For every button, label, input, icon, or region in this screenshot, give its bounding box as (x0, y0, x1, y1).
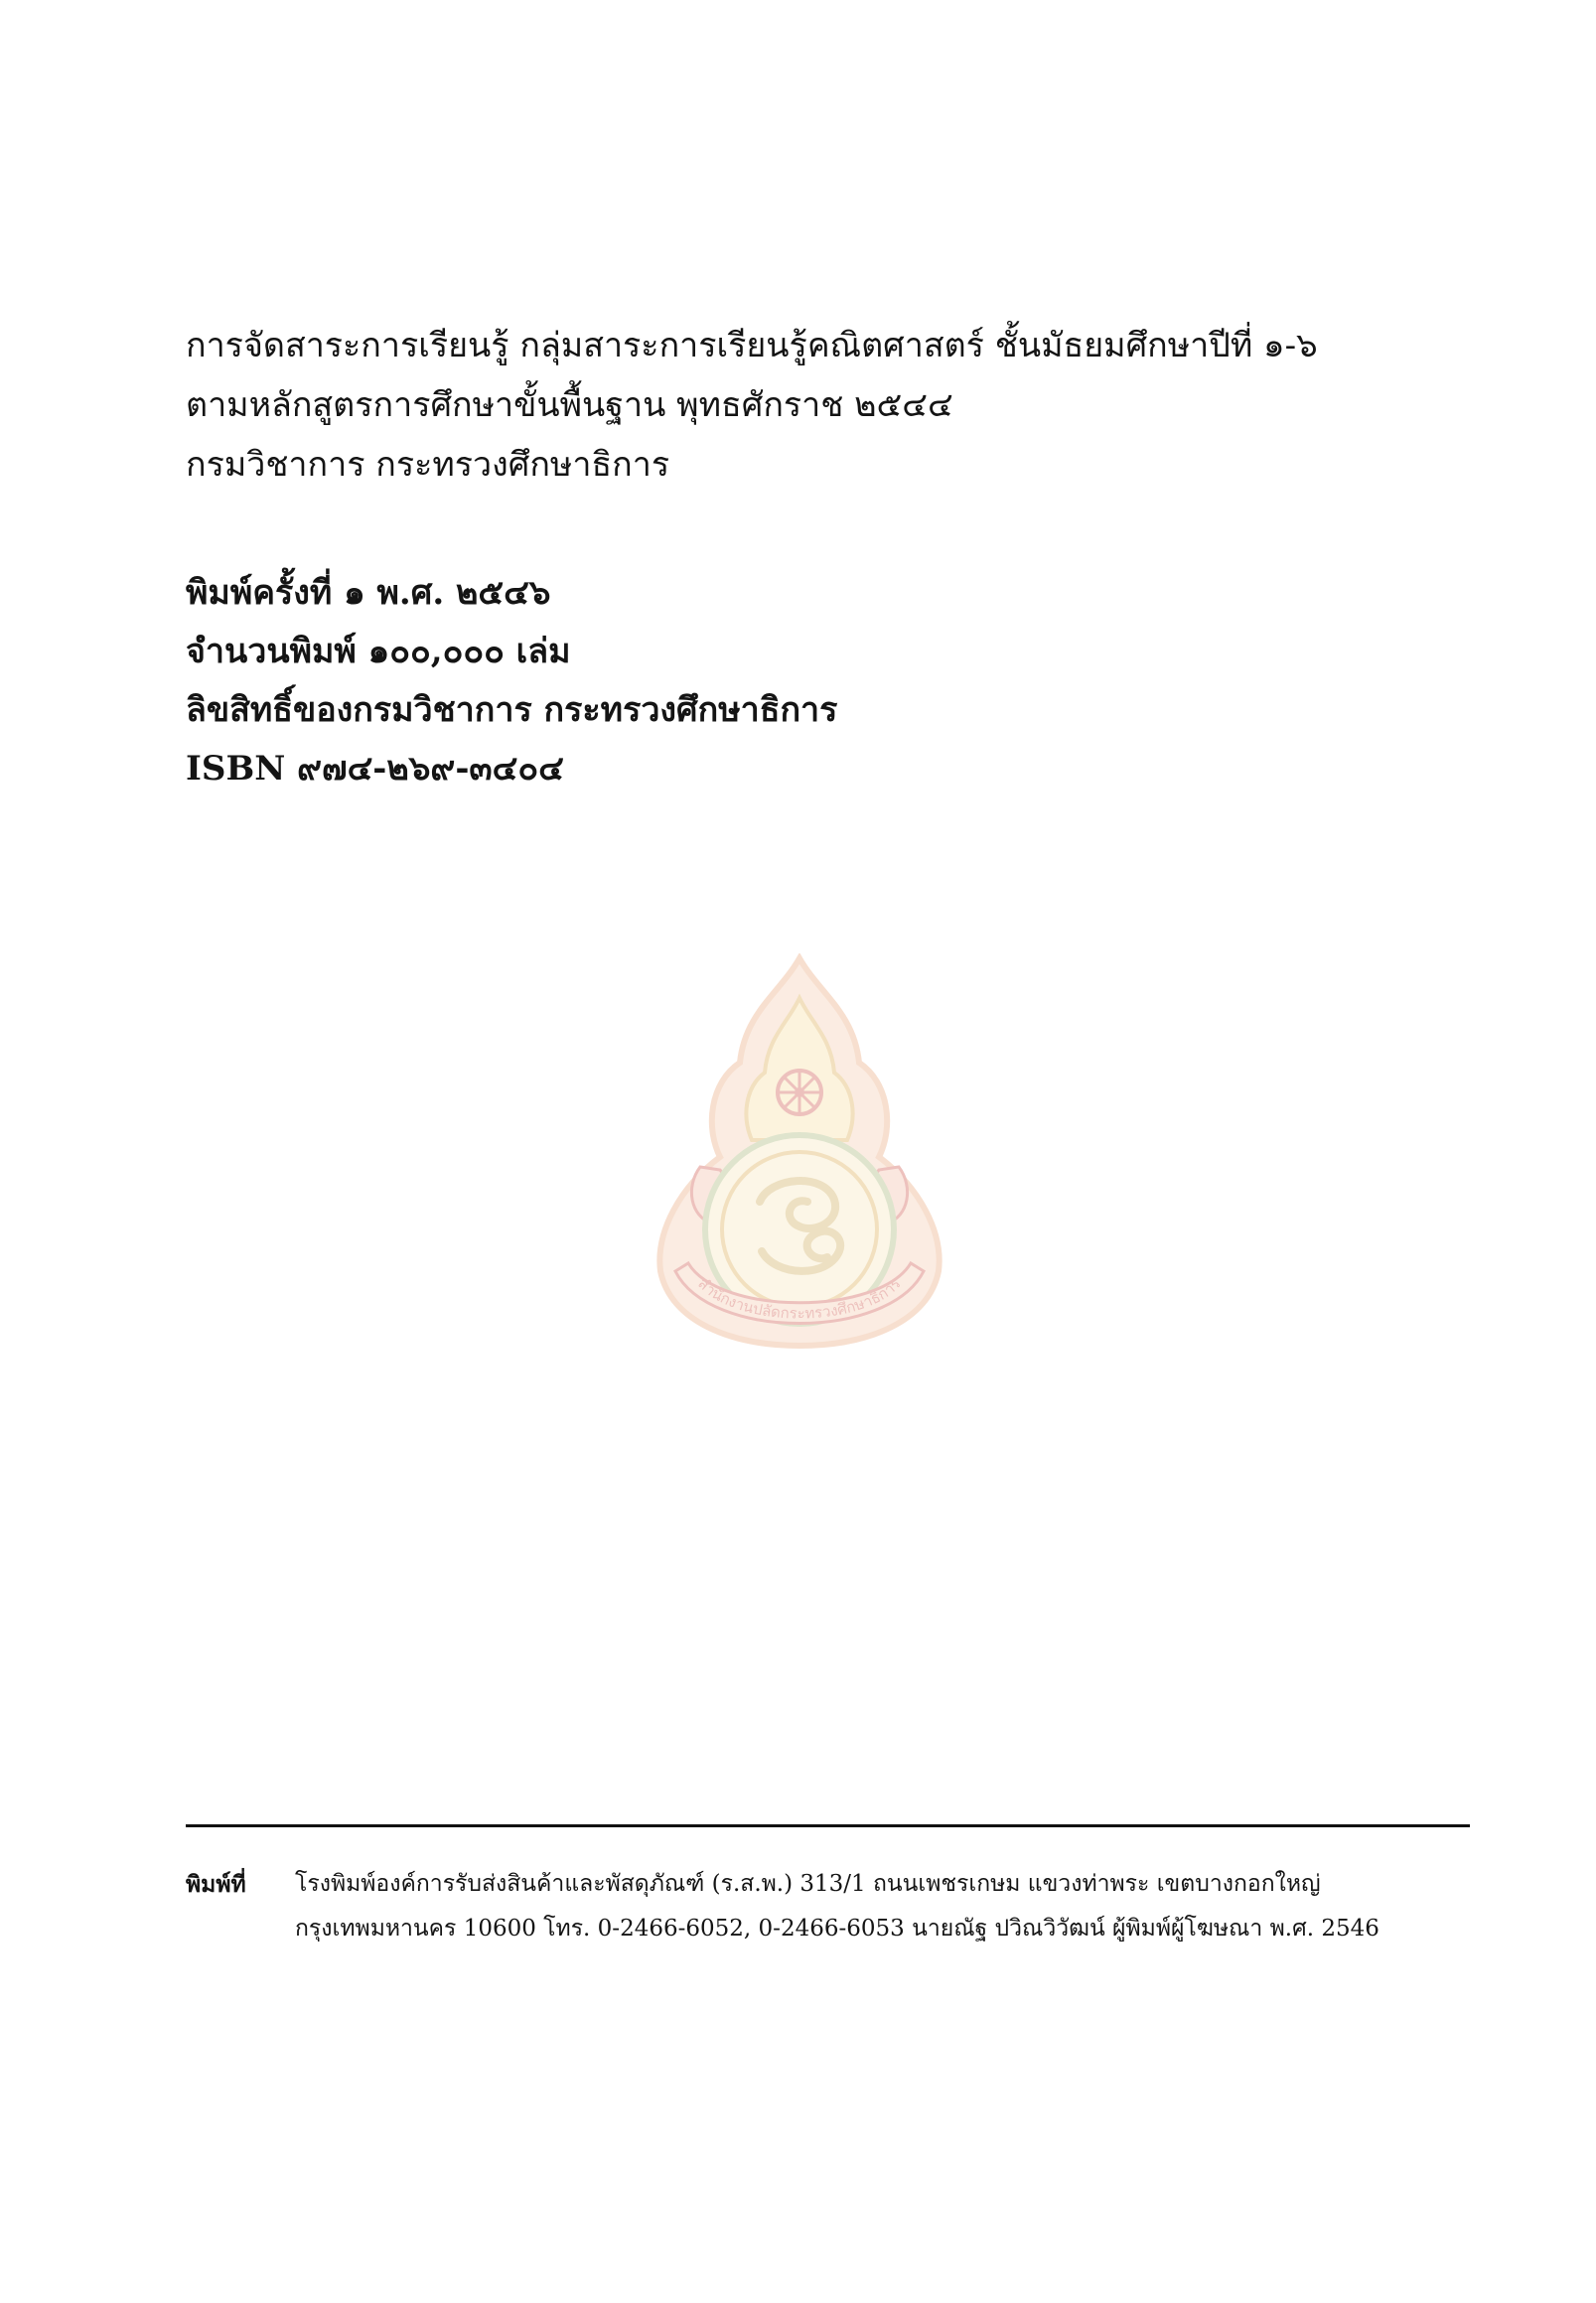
book-title-line-2: ตามหลักสูตรการศึกษาขั้นพื้นฐาน พุทธศักราช ๒๕๔๔ (186, 385, 953, 425)
seal-ribbon-text: สำนักงานปลัดกระทรวงศึกษาธิการ (694, 1274, 905, 1323)
printer-address-line-1: โรงพิมพ์องค์การรับส่งสินค้าและพัสดุภัณฑ์ (ร.ส.พ.) 313/1 ถนนเพชรเกษม แขวงท่าพระ เขตบางกอกใหญ่ (295, 1871, 1321, 1897)
book-title-block (186, 316, 1477, 495)
edition-info-block (186, 564, 1477, 798)
printing-edition: พิมพ์ครั้งที่ ๑ พ.ศ. ๒๕๔๖ (186, 573, 551, 613)
copyright-notice: ลิขสิทธิ์ของกรมวิชาการ กระทรวงศึกษาธิการ (186, 690, 838, 730)
footer-divider (186, 1824, 1470, 1827)
dharma-wheel-icon (778, 1071, 821, 1114)
book-title-line-1: การจัดสาระการเรียนรู้ กลุ่มสาระการเรียนรู้คณิตศาสตร์ ชั้นมัธยมศึกษาปีที่ ๑-๖ (186, 326, 1318, 365)
printer-details (295, 1862, 1379, 1951)
print-run-count: จำนวนพิมพ์ ๑๐๐,๐๐๐ เล่ม (186, 632, 571, 671)
isbn-number: ISBN ๙๗๔-๒๖๙-๓๔๐๔ (186, 749, 564, 789)
ministry-seal-watermark-icon (651, 953, 948, 1351)
printer-label: พิมพ์ที่ (186, 1871, 246, 1898)
publisher-department: กรมวิชาการ กระทรวงศึกษาธิการ (186, 445, 670, 485)
printer-address-line-2: กรุงเทพมหานคร 10600 โทร. 0-2466-6052, 0-2466-6053 นายณัฐ ปวิณวิวัฒน์ ผู้พิมพ์ผู้โฆษณา พ.ศ. 2546 (295, 1916, 1379, 1942)
